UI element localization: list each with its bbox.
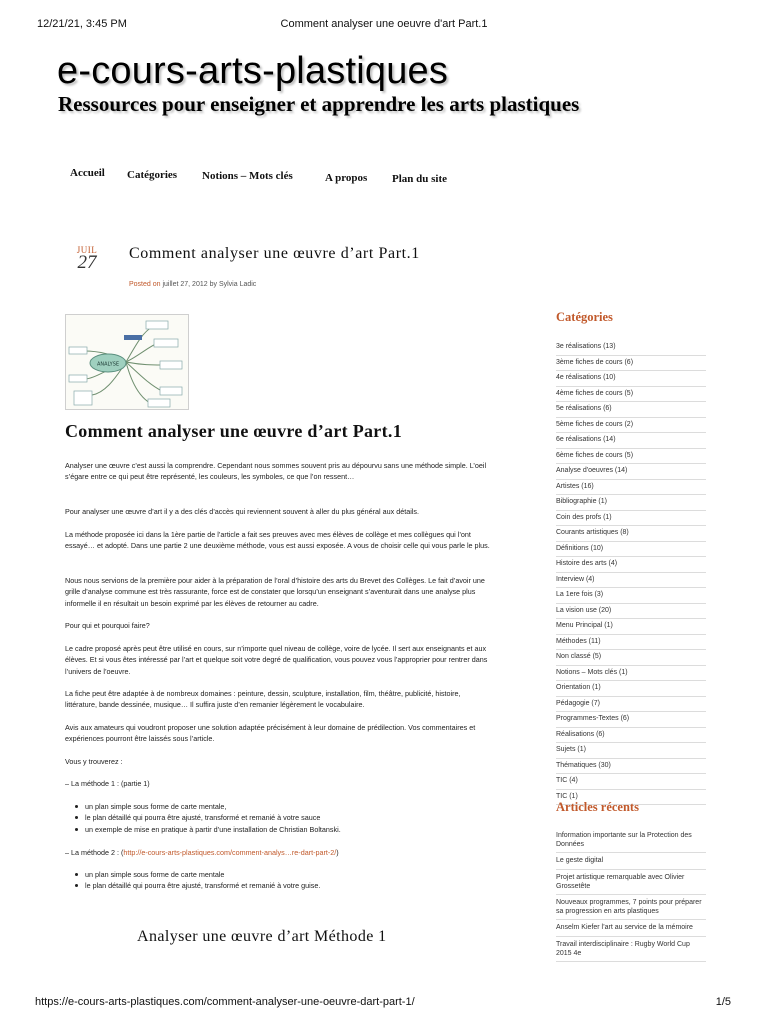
method-1-list bbox=[75, 801, 490, 835]
post-meta-prefix: Posted on bbox=[129, 281, 161, 288]
recent-article-item[interactable]: Travail interdisciplinaire : Rugby World Cup 2015 4e bbox=[556, 937, 706, 962]
list-item: le plan détaillé qui pourra être ajusté, transformé et remanié à votre guise. bbox=[75, 880, 490, 891]
list-item: un exemple de mise en pratique à partir d’une installation de Christian Boltanski. bbox=[75, 824, 490, 835]
category-item[interactable]: Bibliographie (1) bbox=[556, 495, 706, 511]
category-item[interactable]: Courants artistiques (8) bbox=[556, 526, 706, 542]
nav-categories[interactable]: Catégories bbox=[127, 169, 178, 181]
category-item[interactable]: Sujets (1) bbox=[556, 743, 706, 759]
category-item[interactable]: Définitions (10) bbox=[556, 542, 706, 558]
nav-accueil[interactable]: Accueil bbox=[70, 167, 105, 179]
paragraph-keys: Pour analyser une œuvre d’art il y a des clés d’accès qui reviennent souvent à aller du plus général aux détails. bbox=[65, 507, 419, 516]
paragraph-domains: La fiche peut être adaptée à de nombreux domaines : peinture, dessin, sculpture, installation, film, théâtre, publicité, histoire, littérature, bande dessinée, musique… Il suffira juste d’en remanier légèrement le vocabulaire. bbox=[65, 689, 461, 710]
category-item[interactable]: Non classé (5) bbox=[556, 650, 706, 666]
category-item[interactable]: Artistes (16) bbox=[556, 480, 706, 496]
method-1-heading: Analyser une œuvre d’art Méthode 1 bbox=[137, 928, 387, 945]
category-item[interactable]: 5ème fiches de cours (2) bbox=[556, 418, 706, 434]
paragraph-amateurs: Avis aux amateurs qui voudront proposer une solution adaptée précisément à leur domaine de prédilection. Vos commentaires et expériences pourront être laissés sous l’article. bbox=[65, 723, 476, 744]
recent-article-item[interactable]: Nouveaux programmes, 7 points pour préparer sa progression en arts plastiques bbox=[556, 895, 706, 920]
nav-notions-mots-cles[interactable]: Notions – Mots clés bbox=[202, 170, 293, 182]
mind-map-center-label: ANALYSE bbox=[96, 361, 120, 368]
paragraph-method-2 bbox=[65, 847, 490, 858]
article-title: Comment analyser une œuvre d’art Part.1 bbox=[65, 421, 402, 441]
categories-list bbox=[556, 340, 706, 805]
print-document-title: Comment analyser une oeuvre d'art Part.1 bbox=[280, 18, 488, 30]
recent-article-item[interactable]: Le geste digital bbox=[556, 853, 706, 869]
nav-a-propos[interactable]: A propos bbox=[325, 172, 368, 184]
print-footer bbox=[0, 990, 768, 1024]
category-item[interactable]: 4e réalisations (10) bbox=[556, 371, 706, 387]
list-item: le plan détaillé qui pourra être ajusté, transformé et remanié à votre sauce bbox=[75, 812, 490, 823]
recent-article-item[interactable]: Information importante sur la Protection des Données bbox=[556, 828, 706, 853]
paragraph-method: La méthode proposée ici dans la 1ère partie de l’article a fait ses preuves avec mes élèves de collège et mes collègues qui l’ont essayé… et adopté. Dans une partie 2 une deuxième méthode, vous est aussi exposée. A vous de choisir celle qui vous parle le plus. bbox=[65, 530, 490, 551]
recent-article-item[interactable]: Anselm Kiefer l’art au service de la mémoire bbox=[556, 920, 706, 936]
method-2-list bbox=[75, 869, 490, 892]
recent-articles-heading: Articles récents bbox=[556, 800, 639, 814]
paragraph-usage: Le cadre proposé après peut être utilisé en cours, sur n’importe quel niveau de collège, voire de lycée. Il sert aux enseignants et aux élèves. Et si vous êtes intéressé par l’art et quelque soit votre degré de qualification, vous pouvez vous l’approprier pour rentrer dans l’univers de l’oeuvre. bbox=[65, 644, 488, 676]
category-item[interactable]: 6ème fiches de cours (5) bbox=[556, 449, 706, 465]
paragraph-question: Pour qui et pourquoi faire? bbox=[65, 621, 150, 630]
post-title[interactable]: Comment analyser une œuvre d’art Part.1 bbox=[129, 245, 420, 262]
category-item[interactable]: La 1ere fois (3) bbox=[556, 588, 706, 604]
category-item[interactable]: TIC (4) bbox=[556, 774, 706, 790]
category-item[interactable]: La vision use (20) bbox=[556, 604, 706, 620]
site-title[interactable]: e-cours-arts-plastiques bbox=[57, 50, 449, 92]
category-item[interactable]: Réalisations (6) bbox=[556, 728, 706, 744]
category-item[interactable]: Méthodes (11) bbox=[556, 635, 706, 651]
post-meta-author[interactable]: Sylvia Ladic bbox=[218, 281, 257, 288]
paragraph-find: Vous y trouverez : bbox=[65, 757, 123, 766]
paragraph-brevet: Nous nous servions de la première pour aider à la préparation de l’oral d’histoire des arts du Brevet des Collèges. Le fait d’avoir une grille d’analyse commune est très rassurante, force est de constater que lorsqu’un enseignant s’aventurait dans une analyse plus informelle il en résultait un besoin exprimé par les élèves de retourner au cadre. bbox=[65, 576, 485, 608]
category-item[interactable]: Programmes-Textes (6) bbox=[556, 712, 706, 728]
category-item[interactable]: Analyse d'oeuvres (14) bbox=[556, 464, 706, 480]
print-url: https://e-cours-arts-plastiques.com/comment-analyser-une-oeuvre-dart-part-1/ bbox=[35, 996, 415, 1008]
categories-heading: Catégories bbox=[556, 310, 613, 324]
method-2-prefix: – La méthode 2 : ( bbox=[65, 848, 124, 857]
print-page-number: 1/5 bbox=[715, 996, 731, 1008]
recent-articles-list bbox=[556, 828, 706, 962]
post-meta bbox=[129, 281, 256, 288]
category-item[interactable]: Interview (4) bbox=[556, 573, 706, 589]
category-item[interactable]: Thématiques (30) bbox=[556, 759, 706, 775]
category-item[interactable]: Notions – Mots clés (1) bbox=[556, 666, 706, 682]
category-item[interactable]: TIC (1) bbox=[556, 790, 706, 806]
paragraph-intro: Analyser une œuvre c’est aussi la comprendre. Cependant nous sommes souvent pris au dépourvu sans une méthode simple. L’oeil s’égare entre ce qui peut être représenté, les couleurs, les symboles, ce que l’on ressent… bbox=[65, 461, 487, 482]
category-item[interactable]: Pédagogie (7) bbox=[556, 697, 706, 713]
category-item[interactable]: Orientation (1) bbox=[556, 681, 706, 697]
method-2-link[interactable]: http://e-cours-arts-plastiques.com/comment-analys…re-dart-part-2/ bbox=[123, 848, 337, 857]
list-item: un plan simple sous forme de carte mentale, bbox=[75, 801, 490, 812]
post-date-badge bbox=[70, 245, 104, 271]
paragraph-method-1: – La méthode 1 : (partie 1) bbox=[65, 779, 150, 788]
category-item[interactable]: Coin des profs (1) bbox=[556, 511, 706, 527]
post-meta-date[interactable]: juillet 27, 2012 bbox=[162, 281, 208, 288]
post-meta-by: by bbox=[209, 281, 217, 288]
method-2-suffix: ) bbox=[336, 848, 339, 857]
category-item[interactable]: 3e réalisations (13) bbox=[556, 340, 706, 356]
post-month: JUIL bbox=[76, 245, 98, 255]
mind-map-icon bbox=[66, 315, 188, 409]
print-header bbox=[0, 0, 768, 40]
recent-article-item[interactable]: Projet artistique remarquable avec Olivier Grossetête bbox=[556, 870, 706, 895]
category-item[interactable]: 4ème fiches de cours (5) bbox=[556, 387, 706, 403]
list-item: un plan simple sous forme de carte mentale bbox=[75, 869, 490, 880]
category-item[interactable]: 5e réalisations (6) bbox=[556, 402, 706, 418]
category-item[interactable]: 3ème fiches de cours (6) bbox=[556, 356, 706, 372]
site-tagline: Ressources pour enseigner et apprendre les arts plastiques bbox=[58, 92, 580, 116]
category-item[interactable]: 6e réalisations (14) bbox=[556, 433, 706, 449]
post-day: 27 bbox=[77, 252, 97, 273]
nav-plan-du-site[interactable]: Plan du site bbox=[392, 173, 448, 185]
category-item[interactable]: Histoire des arts (4) bbox=[556, 557, 706, 573]
mind-map-thumbnail[interactable] bbox=[65, 314, 189, 410]
print-datetime: 12/21/21, 3:45 PM bbox=[37, 18, 127, 30]
category-item[interactable]: Menu Principal (1) bbox=[556, 619, 706, 635]
